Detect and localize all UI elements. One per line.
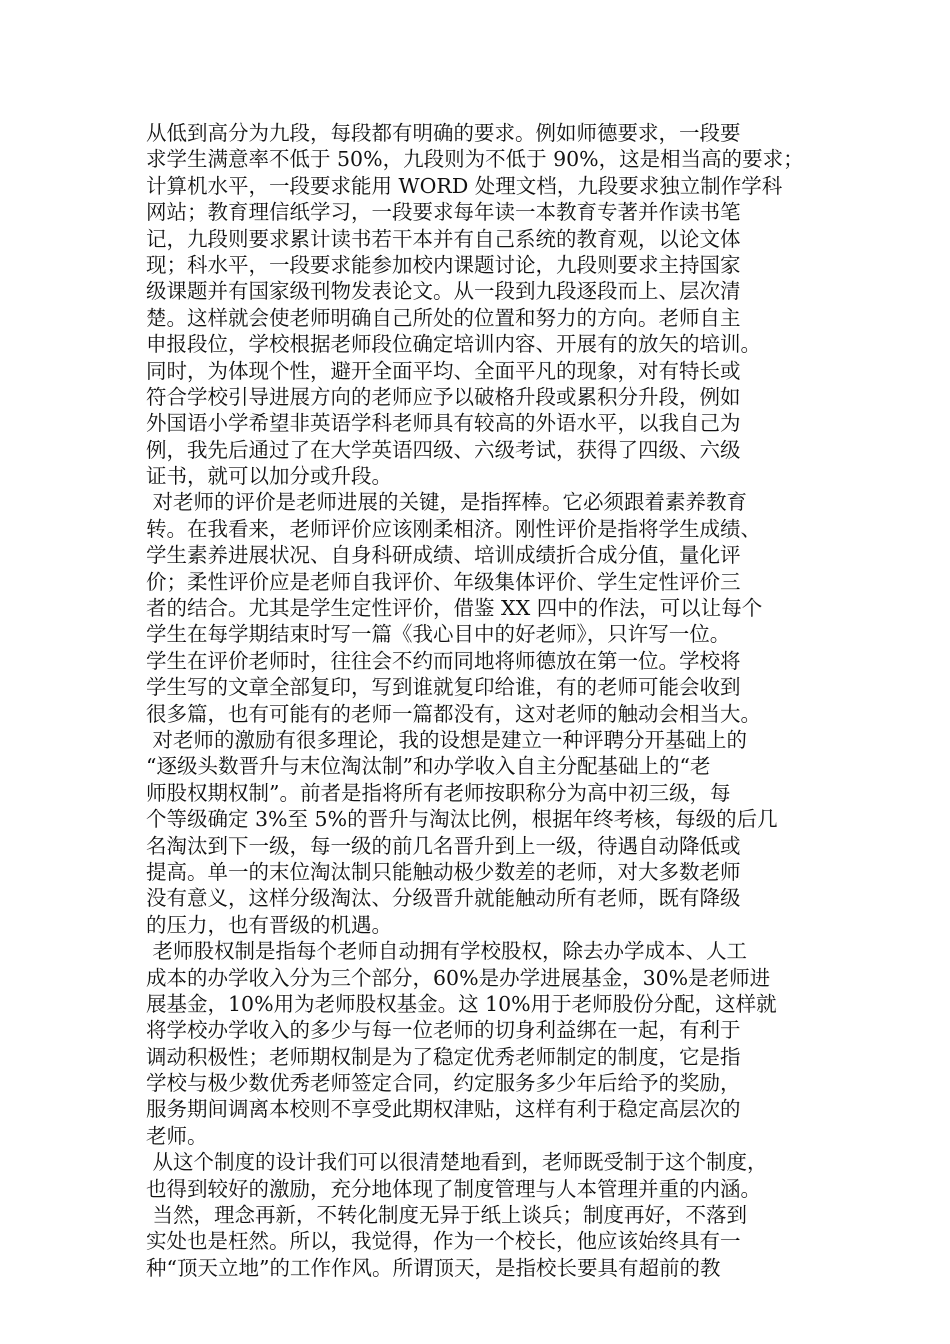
text-line: 从这个制度的设计我们可以很清楚地看到，老师既受制于这个制度，	[146, 1150, 768, 1175]
text-line: 没有意义，这样分级淘汰、分级晋升就能触动所有老师，既有降级	[146, 886, 741, 911]
text-line: 价；柔性评价应是老师自我评价、年级集体评价、学生定性评价三	[146, 569, 741, 594]
text-line: 记，九段则要求累计读书若干本并有自己系统的教育观，以论文体	[146, 226, 741, 251]
text-line: 个等级确定 3%至 5%的晋升与淘汰比例，根据年终考核，每级的后几	[146, 807, 778, 832]
text-line: 符合学校引导进展方向的老师应予以破格升段或累积分升段，例如	[146, 384, 741, 409]
text-line: 提高。单一的末位淘汰制只能触动极少数差的老师，对大多数老师	[146, 859, 741, 884]
text-line: 实处也是枉然。所以，我觉得，作为一个校长，他应该始终具有一	[146, 1229, 741, 1254]
text-line: 楚。这样就会使老师明确自己所处的位置和努力的方向。老师自主	[146, 305, 741, 330]
text-line: 展基金，10%用为老师股权基金。这 10%用于老师股份分配，这样就	[146, 991, 777, 1016]
text-line: 服务期间调离本校则不享受此期权津贴，这样有利于稳定高层次的	[146, 1097, 741, 1122]
text-line: 从低到高分为九段，每段都有明确的要求。例如师德要求，一段要	[146, 121, 741, 145]
text-line: 老师股权制是指每个老师自动拥有学校股权，除去办学成本、人工	[146, 939, 748, 964]
text-line: 外国语小学希望非英语学科老师具有较高的外语水平，以我自己为	[146, 411, 741, 436]
text-line: 老师。	[146, 1123, 208, 1148]
text-line: 现；科水平，一段要求能参加校内课题讨论，九段则要求主持国家	[146, 252, 741, 277]
text-line: 学生写的文章全部复印，写到谁就复印给谁，有的老师可能会收到	[146, 675, 741, 700]
text-line: 成本的办学收入分为三个部分，60%是办学进展基金，30%是老师进	[146, 965, 771, 990]
text-line: 申报段位，学校根据老师段位确定培训内容、开展有的放矢的培训。	[146, 332, 761, 357]
text-line: 计算机水平，一段要求能用 WORD 处理文档，九段要求独立制作学科	[146, 173, 783, 198]
text-line: 当然，理念再新，不转化制度无异于纸上谈兵；制度再好，不落到	[146, 1203, 748, 1228]
text-line: 种“顶天立地”的工作作风。所谓顶天，是指校长要具有超前的教	[146, 1255, 721, 1280]
text-line: 学生在每学期结束时写一篇《我心目中的好老师》，只许写一位。	[146, 622, 731, 647]
text-line: 名淘汰到下一级，每一级的前几名晋升到上一级，待遇自动降低或	[146, 833, 741, 858]
text-line: 学生在评价老师时，往往会不约而同地将师德放在第一位。学校将	[146, 648, 741, 673]
text-line: 级课题并有国家级刊物发表论文。从一段到九段逐段而上、层次清	[146, 279, 741, 304]
text-line: 者的结合。尤其是学生定性评价，借鉴 XX 四中的作法，可以让每个	[146, 596, 763, 621]
text-line: 的压力，也有晋级的机遇。	[146, 912, 392, 937]
text-line: 学生素养进展状况、自身科研成绩、培训成绩折合成分值，量化评	[146, 543, 741, 568]
text-line: 也得到较好的激励，充分地体现了制度管理与人本管理并重的内涵。	[146, 1176, 761, 1201]
text-line: 学校与极少数优秀老师签定合同，约定服务多少年后给予的奖励，	[146, 1071, 741, 1096]
text-line: 例，我先后通过了在大学英语四级、六级考试，获得了四级、六级	[146, 437, 741, 462]
text-line: 转。在我看来，老师评价应该刚柔相济。刚性评价是指将学生成绩、	[146, 516, 761, 541]
text-line: 将学校办学收入的多少与每一位老师的切身利益绑在一起，有利于	[146, 1018, 741, 1043]
text-line: 对老师的激励有很多理论，我的设想是建立一种评聘分开基础上的	[146, 727, 748, 752]
text-line: 对老师的评价是老师进展的关键，是指挥棒。它必须跟着素养教育	[146, 490, 748, 515]
text-line: “逐级头数晋升与末位淘汰制”和办学收入自主分配基础上的“老	[146, 754, 711, 779]
text-line: 网站；教育理信纸学习，一段要求每年读一本教育专著并作读书笔	[146, 200, 741, 225]
text-line: 调动积极性；老师期权制是为了稳定优秀老师制定的制度，它是指	[146, 1044, 741, 1069]
text-line: 师股权期权制”。前者是指将所有老师按职称分为高中初三级，每	[146, 780, 731, 805]
text-line: 求学生满意率不低于 50%，九段则为不低于 90%，这是相当高的要求；	[146, 147, 804, 172]
text-line: 很多篇，也有可能有的老师一篇都没有，这对老师的触动会相当大。	[146, 701, 761, 726]
text-line: 同时，为体现个性，避开全面平均、全面平凡的现象，对有特长或	[146, 358, 741, 383]
body-text	[146, 120, 826, 1281]
text-line: 证书，就可以加分或升段。	[146, 464, 392, 489]
